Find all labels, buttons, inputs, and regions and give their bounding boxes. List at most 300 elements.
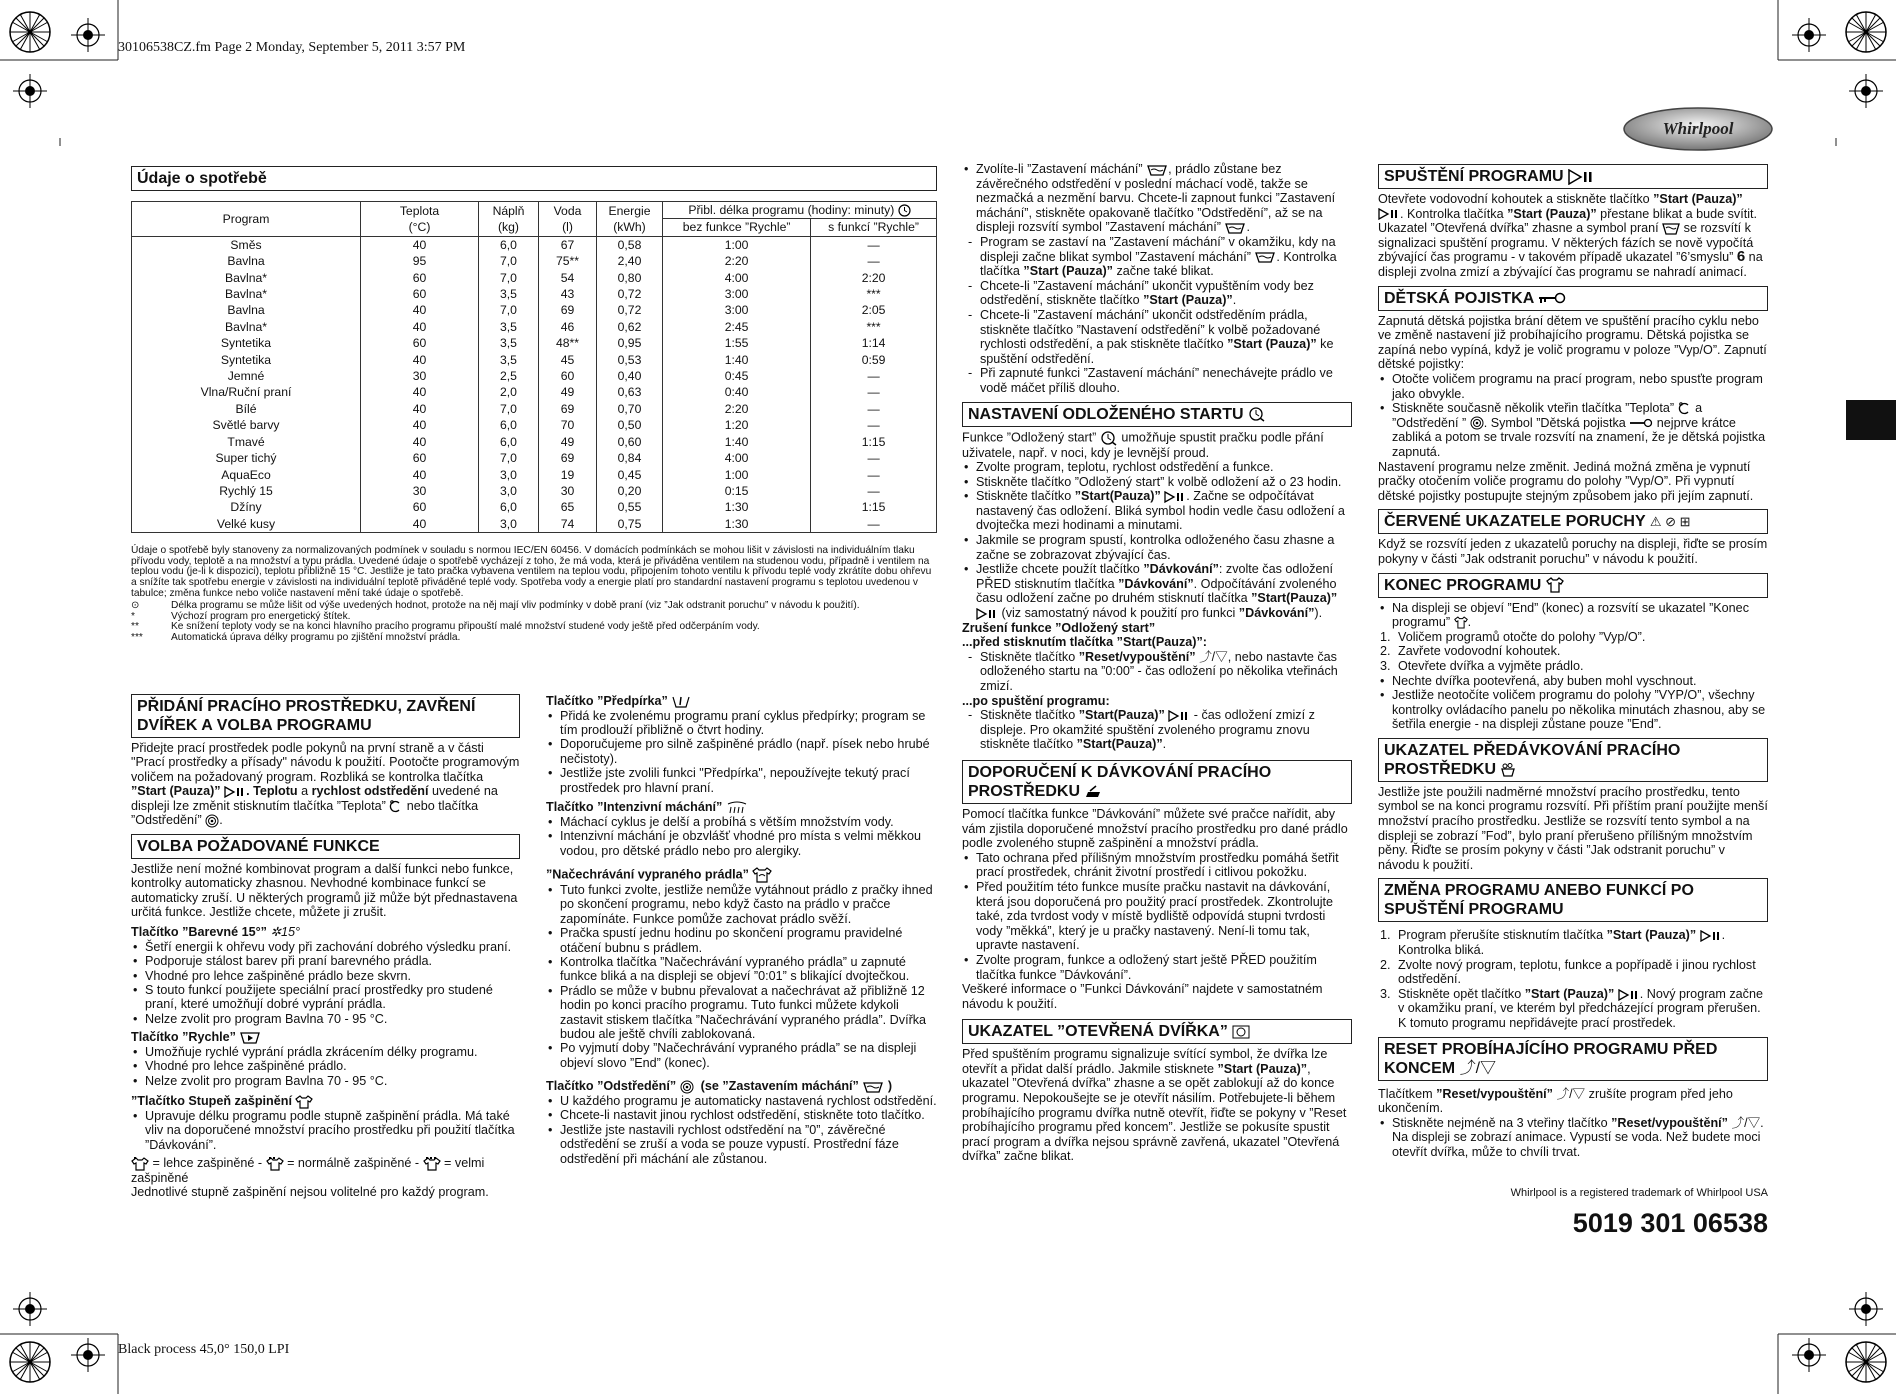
- otev-text: [962, 1047, 1352, 1164]
- zm-list: [1378, 928, 1768, 1030]
- zruseni-title: Zrušení funkce ”Odložený start”: [962, 620, 1156, 635]
- spec-table: [131, 201, 937, 533]
- konec-step-text: Voličem programů otočte do polohy ”Vyp/O”.: [1398, 629, 1646, 644]
- sunburst-mark-bottom-right: [1844, 1340, 1888, 1384]
- six-sense-icon: 6: [1736, 248, 1746, 266]
- odl-title: [962, 402, 1352, 427]
- po-c: - čas odložení zmizí z displeje. Pro okamžité spuštění zvoleného programu znovu stiskněte tlačítko: [980, 708, 1315, 752]
- spec-cell: 3,5: [479, 335, 539, 351]
- spec-cell: 49: [539, 434, 597, 450]
- spec-cell: 0,20: [597, 483, 663, 499]
- spec-cell: 70: [539, 417, 597, 433]
- spec-cell: 6,0: [479, 236, 539, 253]
- brand-logo: [1622, 104, 1774, 154]
- odl-i3-b: ”Start(Pauza)”: [1074, 489, 1161, 504]
- otev-c: , ukazatel ”Otevřená dvířka” zhasne a se opět zablokují až do konce programu. Nepokoušejte se je otevřít násilím. Potřebujete-li během probíhajícího programu dvířka nutně otevřít, řiďte se pokyny v ”Reset probíhajícího programu před koncem”. Jestliže se pokusíte spustit prací program a dvířka nejsou správně zavřená, ukazatel ”Otevřená dvířka” začne blikat.: [962, 1061, 1347, 1164]
- col2: [546, 694, 938, 1166]
- zm-item: [1378, 958, 1768, 987]
- odl-text-b: umožňuje spustit pračku podle přání uživatele, např. v noci, kdy je levnější proud.: [962, 429, 1324, 460]
- odl-i5-c: : zvolte čas odložení PŘED stisknutím tlačítka: [976, 562, 1334, 591]
- predpirka-title-text: Tlačítko ”Předpírka”: [546, 694, 668, 708]
- s1-title: PŘIDÁNÍ PRACÍHO PROSTŘEDKU, ZAVŘENÍ DVÍŘEK A VOLBA PROGRAMU: [131, 694, 520, 738]
- nacech-title: [546, 867, 938, 883]
- zastaveni-dash-list: [962, 235, 1352, 396]
- print-header: 30106538CZ.fm Page 2 Monday, September 5, 2011 3:57 PM: [118, 40, 466, 55]
- pred-c: , nebo nastavte čas odloženého startu na ”0:00” - čas odložení po několika vteřinách zmizí.: [980, 649, 1338, 693]
- spec-cell: 1:20: [663, 417, 811, 433]
- dav-item: • Před použitím této funkce musíte pračku nastavit na dávkování, která jsou doporučená pro použitý prací prostředek. Zkontrolujte také, zda tvrdost vody v místě bydliště odpovídá stupni tvrdosti vody ”měkká”, který je u pračky nastavený. Není-li tomu tak, upravte nastavení.: [962, 880, 1352, 953]
- spec-cell: —: [811, 384, 937, 400]
- pred-b: ”Reset/vypouštění”: [1078, 649, 1196, 664]
- spec-cell: 0,40: [597, 368, 663, 384]
- zast-c: .: [1246, 220, 1250, 235]
- nacech-title-text: ”Načechrávání vypraného prádla”: [546, 867, 749, 882]
- det-i2-a: Stiskněte současně několik vteřin tlačítka ”Teplota”: [1392, 401, 1678, 416]
- rinse-hold-icon-4: [1254, 251, 1276, 263]
- footnote-text: Ke snížení teploty vody se na konci hlavního pracího programu připouští malé množství studené vody ještě před odčerpáním vody.: [171, 621, 760, 633]
- konec-list-b: [1378, 674, 1768, 732]
- temperature-icon-2: [1678, 402, 1692, 415]
- odl-text: [962, 430, 1352, 461]
- spec-cell: ***: [811, 286, 937, 302]
- spec-cell: 40: [361, 319, 479, 335]
- footnote-text: Výchozí program pro energetický štítek.: [171, 610, 351, 622]
- det-i2-c: . Symbol ”Dětská pojistka: [1483, 415, 1630, 430]
- rychle-icon: [239, 1031, 261, 1045]
- registration-mark-top-left: [71, 18, 105, 52]
- key-icon: [1538, 292, 1566, 304]
- dav-last: Veškeré informace o ”Funkci Dávkování” najdete v samostatném návodu k použití.: [962, 982, 1323, 1011]
- konec-step-num: 2.: [1380, 644, 1391, 659]
- footnote: [131, 633, 937, 644]
- spec-cell: 4:00: [663, 450, 811, 466]
- odl-item: • Jakmile se program spustí, kontrolka odloženého času zhasne a začne se zobrazovat zbývající čas.: [962, 533, 1352, 562]
- spec-cell: 46: [539, 319, 597, 335]
- po-item: [962, 708, 1352, 752]
- start-pause-icon-7: [1700, 930, 1722, 942]
- sunburst-mark-top-left: [8, 10, 52, 54]
- spec-cell: 40: [361, 401, 479, 417]
- otev-a: Před spuštěním programu signalizuje svítící symbol, že dvířka lze otevřít a přidat další prádlo. Jakmile stisknete: [962, 1047, 1328, 1076]
- registration-mark-right: [1849, 74, 1883, 108]
- footnote-mark: ***: [131, 631, 143, 643]
- uk-title: [1378, 738, 1768, 782]
- konec-step: [1378, 644, 1768, 659]
- spec-cell-program: Syntetika: [132, 335, 361, 351]
- spec-cell-program: Rychlý 15: [132, 483, 361, 499]
- anti-crease-icon: [752, 867, 772, 883]
- res-text: [1378, 1087, 1768, 1116]
- sunburst-mark-top-right: [1844, 10, 1888, 54]
- s1-text-f: uvedené na displeji lze změnit stisknutím tlačítka ”Teplota”: [131, 784, 498, 813]
- zm-3b: ”Start (Pauza)”: [1524, 986, 1615, 1001]
- res-i-a: Stiskněte nejméně na 3 vteřiny tlačítko: [1392, 1115, 1612, 1130]
- spec-cell-program: Bavlna*: [132, 270, 361, 286]
- spec-cell-program: Džíny: [132, 499, 361, 515]
- spec-cell: 54: [539, 270, 597, 286]
- spec-cell: 0,62: [597, 319, 663, 335]
- konec-step-num: 1.: [1380, 629, 1391, 644]
- spec-cell: 0,58: [597, 236, 663, 253]
- spec-cell: 0,95: [597, 335, 663, 351]
- spec-cell: 0,45: [597, 467, 663, 483]
- spec-cell: 45: [539, 352, 597, 368]
- stupen-levels: [131, 1156, 520, 1185]
- spec-cell-program: Světlé barvy: [132, 417, 361, 433]
- spec-row: [132, 450, 937, 466]
- zm-item: [1378, 987, 1768, 1031]
- cerv-title-text: ČERVENÉ UKAZATELE PORUCHY: [1384, 513, 1646, 531]
- spec-cell: 2:20: [663, 253, 811, 269]
- intenzivni-title: [546, 800, 938, 815]
- spec-row: [132, 417, 937, 433]
- spec-cell: 60: [361, 286, 479, 302]
- odl-i5-b: ”Dávkování”: [1143, 562, 1219, 577]
- zastaveni-item: [962, 162, 1352, 235]
- spec-cell-program: Bavlna*: [132, 319, 361, 335]
- spec-cell: 43: [539, 286, 597, 302]
- det-i2-b: a ”Odstředění ”: [1392, 401, 1703, 430]
- res-item: [1378, 1116, 1768, 1160]
- zm-1b: ”Start (Pauza)”: [1606, 928, 1697, 943]
- odl-i5-d: ”Dávkování”: [1118, 576, 1194, 591]
- spec-cell: 1:30: [663, 516, 811, 533]
- spec-cell: 3,5: [479, 319, 539, 335]
- zast-d2-a: Chcete-li ”Zastavení máchání” ukončit vypuštěním vody bez odstředění, stiskněte tlačítko: [980, 278, 1314, 308]
- th-voda: Voda: [553, 203, 582, 218]
- nacech-item: • Pračka spustí jednu hodinu po skončení programu pravidelné otáčení bubnu s prádlem.: [546, 926, 938, 955]
- spec-row: [132, 253, 937, 269]
- intenzivni-title-text: Tlačítko ”Intenzivní máchání”: [546, 800, 723, 815]
- spec-cell: 0,75: [597, 516, 663, 533]
- predpirka-item: • Doporučujeme pro silně zašpiněné prádlo (např. písek nebo hrubé nečistoty).: [546, 737, 938, 766]
- cerv-title: [1378, 509, 1768, 534]
- th-energie-unit: (kWh): [613, 219, 646, 234]
- zast-d4: - Při zapnuté funkci ”Zastavení máchání” nenechávejte prádlo ve vodě máčet příliš dlouho.: [962, 366, 1352, 395]
- odst-item: • Chcete-li nastavit jinou rychlost odstředění, stiskněte toto tlačítko.: [546, 1108, 938, 1122]
- konec-list: [1378, 630, 1768, 674]
- nacech-item: • Kontrolka tlačítka ”Načechrávání vypraného prádla” u zapnuté funkce bliká a na displeji se objeví ”0:01” s blikající dvojtečkou.: [546, 955, 938, 984]
- start-g: na displeji zvolna zmizí a zbývající čas programu se nahradí animací.: [1378, 250, 1763, 279]
- shirt-light-icon: [131, 1157, 149, 1171]
- spec-cell: 48**: [539, 335, 597, 351]
- rinse-hold-icon: [862, 1081, 884, 1093]
- odl-i3-a: Stiskněte tlačítko: [976, 489, 1075, 504]
- stupen-level-b: = normálně zašpiněné -: [283, 1155, 423, 1170]
- spec-cell: 0,53: [597, 352, 663, 368]
- dav-item: • Tato ochrana před přílišným množstvím prostředku pomáhá šetřit prací prostředek, chránit životní prostředí i citlivou pokožku.: [962, 851, 1352, 880]
- start-pause-icon-4: [1168, 710, 1190, 722]
- zm-item: [1378, 928, 1768, 957]
- stupen-level-a: = lehce zašpiněné -: [149, 1155, 266, 1170]
- spec-cell: 6,0: [479, 417, 539, 433]
- spec-cell: 19: [539, 467, 597, 483]
- spec-cell: —: [811, 417, 937, 433]
- intenzivni-item: • Máchací cyklus je delší a probíhá s větším množstvím vody.: [546, 815, 938, 829]
- nacech-item: • Po vyjmutí doby ”Načechrávání vypraného prádla” se na displeji objeví slovo ”End” (konec).: [546, 1041, 938, 1070]
- konec-item: [1378, 601, 1768, 630]
- spec-row: [132, 467, 937, 483]
- spec-cell: 95: [361, 253, 479, 269]
- zast-a: Zvolíte-li ”Zastavení máchání”: [976, 162, 1147, 176]
- start-text: [1378, 192, 1768, 280]
- zastaveni-list: [962, 162, 1352, 235]
- spec-cell: 2:20: [663, 401, 811, 417]
- spec-cell: 1:00: [663, 467, 811, 483]
- th-voda-unit: (l): [562, 219, 573, 234]
- spec-cell: 2:45: [663, 319, 811, 335]
- odl-i5-f: ”Start(Pauza)”: [1251, 591, 1338, 606]
- sunburst-mark-bottom-left: [8, 1340, 52, 1384]
- registration-mark-left: [13, 74, 47, 108]
- odst-title-a: Tlačítko ”Odstředění”: [546, 1079, 677, 1094]
- zm-num: 3.: [1380, 986, 1391, 1001]
- konec-step-text: Otevřete dvířka a vyjměte prádlo.: [1398, 658, 1584, 673]
- reset-drain-icon-4: ⤴/▽: [1731, 1115, 1761, 1130]
- start-title-text: SPUŠTĚNÍ PROGRAMU: [1384, 168, 1564, 185]
- spec-cell: 60: [539, 368, 597, 384]
- start-f: se rozsvítí k signalizaci spuštění programu. V některých fázích se nově vypočítá zbývající čas programu - v takovém případě ukazatel ”6’smyslu”: [1378, 221, 1754, 265]
- footnote-text: Automatická úprava délky programu po zjištění množství prádla.: [171, 631, 461, 643]
- s1-text-d: a: [297, 784, 312, 799]
- registration-mark-left-bottom: [13, 1292, 47, 1326]
- det-item: [1378, 401, 1768, 459]
- spec-row: [132, 236, 937, 253]
- fault-icons: ⚠ ⊘ ⊞: [1649, 514, 1691, 530]
- spec-cell: 0,80: [597, 270, 663, 286]
- barevne-title: [131, 925, 520, 939]
- res-a: Tlačítkem: [1378, 1086, 1437, 1101]
- barevne-list: [131, 940, 520, 1026]
- spec-cell: 49: [539, 384, 597, 400]
- pred-list: [962, 650, 1352, 694]
- res-c: zrušíte program před jeho ukončením.: [1378, 1086, 1733, 1116]
- spec-cell: 7,0: [479, 450, 539, 466]
- s1-text-h: .: [219, 813, 223, 828]
- s1-text-g: nebo tlačítka ”Odstředění”: [131, 798, 479, 828]
- spec-cell: 7,0: [479, 302, 539, 318]
- spec-footnotes: [131, 601, 937, 643]
- shirt-normal-icon: [266, 1157, 284, 1171]
- intenzivni-list: [546, 815, 938, 858]
- spec-cell: 1:15: [811, 499, 937, 515]
- th-s: s funkcí ”Rychle”: [828, 220, 919, 235]
- dav-list: [962, 851, 1352, 982]
- po-list: [962, 708, 1352, 752]
- spec-cell: 2:05: [811, 302, 937, 318]
- spec-row: [132, 319, 937, 335]
- print-footer: Black process 45,0° 150,0 LPI: [118, 1342, 290, 1357]
- res-title-text: RESET PROBÍHAJÍCÍHO PROGRAMU PŘED KONCEM: [1384, 1040, 1718, 1077]
- start-b: ”Start (Pauza)”: [1653, 192, 1743, 206]
- spec-cell-program: Bavlna: [132, 302, 361, 318]
- po-e: .: [1162, 737, 1167, 752]
- start-pause-icon-6: [1378, 208, 1400, 220]
- zm-2: Zvolte nový program, teplotu, funkce a popřípadě i jinou rychlost odstředění.: [1398, 957, 1756, 987]
- door-open-icon: [1232, 1025, 1250, 1039]
- page-side-tab: [1846, 400, 1896, 440]
- otev-b: ”Start (Pauza)”: [1217, 1061, 1308, 1076]
- zm-title: ZMĚNA PROGRAMU ANEBO FUNKCÍ PO SPUŠTĚNÍ PROGRAMU: [1378, 878, 1768, 922]
- barevne-item: • S touto funkcí použijete speciální prací prostředky pro studené praní, které umožňují dobré vyprání prádla.: [131, 983, 520, 1012]
- odst-list: [546, 1094, 938, 1166]
- spec-row: [132, 483, 937, 499]
- cerv-text: Když se rozsvítí jeden z ukazatelů poruchy na displeji, řiďte se prosím pokyny v části ”Jak odstranit poruchu” v návodu k použití.: [1378, 537, 1768, 566]
- spec-title: Údaje o spotřebě: [131, 166, 937, 191]
- stupen-title: [131, 1094, 520, 1109]
- spec-cell-program: Bavlna: [132, 253, 361, 269]
- stupen-last: Jednotlivé stupně zašpinění nejsou volitelné pro každý program.: [131, 1185, 489, 1200]
- spec-cell: 3,5: [479, 352, 539, 368]
- zast-d2-c: .: [1232, 293, 1237, 308]
- spec-cell-program: Bílé: [132, 401, 361, 417]
- konec-list-a: [1378, 601, 1768, 630]
- odl-item: [962, 562, 1352, 620]
- konec-step: [1378, 630, 1768, 645]
- reset-drain-icon-2: ⤴/▽: [1459, 1059, 1497, 1077]
- odl-i5-e: . Odpočítávání zvoleného času odložení začne po druhém stisknutí tlačítka: [976, 576, 1337, 606]
- res-list: [1378, 1116, 1768, 1160]
- spec-row: [132, 286, 937, 302]
- spin-icon-3: [1470, 416, 1484, 430]
- res-title: [1378, 1037, 1768, 1081]
- s1-text-c: . Teplotu: [246, 784, 298, 799]
- registration-mark-bottom-right: [1792, 1338, 1826, 1372]
- spec-cell: —: [811, 516, 937, 533]
- spec-cell: 74: [539, 516, 597, 533]
- spec-cell: 67: [539, 236, 597, 253]
- res-b: ”Reset/vypouštění”: [1436, 1086, 1553, 1101]
- s2-title: VOLBA POŽADOVANÉ FUNKCE: [131, 834, 520, 859]
- spec-cell-program: Jemné: [132, 368, 361, 384]
- konec-title-text: KONEC PROGRAMU: [1384, 576, 1542, 594]
- col3: [962, 162, 1352, 1164]
- barevne-item: • Vhodné pro lehce zašpiněné prádlo beze skvrn.: [131, 969, 520, 983]
- spec-cell: 69: [539, 450, 597, 466]
- footnote-mark: *: [131, 610, 135, 622]
- spec-cell: 69: [539, 302, 597, 318]
- odst-title-c: ): [887, 1079, 893, 1094]
- spec-cell: —: [811, 450, 937, 466]
- spec-cell: 0,70: [597, 401, 663, 417]
- intensive-rinse-icon: [726, 801, 748, 815]
- spec-cell: 2:20: [811, 270, 937, 286]
- spec-cell: 6,0: [479, 434, 539, 450]
- konec-step: [1378, 659, 1768, 674]
- det-i2-d: nejprve krátce zabliká a potom se trvale rozsvítí na znamení, že je dětská pojistka zapnutá.: [1392, 415, 1766, 459]
- zast-d3: [962, 308, 1352, 366]
- barevne-15-icon: ✲15°: [270, 925, 301, 940]
- otev-title-text: UKAZATEL ”OTEVŘENÁ DVÍŘKA”: [968, 1023, 1228, 1041]
- rychle-title-text: Tlačítko ”Rychle”: [131, 1030, 236, 1045]
- spec-cell: 40: [361, 434, 479, 450]
- spec-cell: —: [811, 236, 937, 253]
- spec-cell: 30: [361, 483, 479, 499]
- otev-title: [962, 1019, 1352, 1044]
- dav-item: • Zvolte program, funkce a odložený start ještě PŘED použitím tlačítka funkce ”Dávkování”.: [962, 953, 1352, 982]
- spec-cell: 4:00: [663, 270, 811, 286]
- barevne-title-text: Tlačítko ”Barevné 15°”: [131, 925, 267, 940]
- det-item: • Otočte voličem programu na prací program, nebo spusťte program jako obvykle.: [1378, 372, 1768, 401]
- zast-d2: [962, 279, 1352, 308]
- odl-item: • Stiskněte tlačítko ”Odložený start” k volbě odložení až o 23 hodin.: [962, 475, 1352, 490]
- overdose-icon: [1500, 763, 1516, 777]
- dav-title: [962, 760, 1352, 804]
- zast-d3-a: Chcete-li ”Zastavení máchání” ukončit odstředěním prádla, stiskněte tlačítko ”Nastavení odstředění” k volbě požadované rychlosti odstředění, a pak stiskněte tlačítko: [980, 307, 1321, 352]
- odl-i5-i: ).: [1314, 606, 1323, 621]
- stupen-title-text: ”Tlačítko Stupeň zašpinění: [131, 1094, 292, 1109]
- spec-cell: 1:00: [663, 236, 811, 253]
- spec-cell: 0:40: [663, 384, 811, 400]
- spec-cell: 0,63: [597, 384, 663, 400]
- spec-cell: 0,50: [597, 417, 663, 433]
- footnote-mark: ⊙: [131, 600, 140, 612]
- spec-cell: 40: [361, 467, 479, 483]
- spec-cell: 3,0: [479, 483, 539, 499]
- spec-cell: 0:15: [663, 483, 811, 499]
- spec-cell: ***: [811, 319, 937, 335]
- intenzivni-item: • Intenzivní máchání je obzvlášť vhodné pro místa s velmi měkkou vodou, pro dětské prádlo nebo pro alergiky.: [546, 829, 938, 858]
- zm-3a: Stiskněte opět tlačítko: [1398, 986, 1525, 1001]
- pred-item: [962, 650, 1352, 694]
- spec-cell-program: Vlna/Ruční praní: [132, 384, 361, 400]
- spec-row: [132, 270, 937, 286]
- s1-text-e: rychlost odstředění: [311, 784, 429, 799]
- rychle-title: [131, 1030, 520, 1045]
- det-title: [1378, 286, 1768, 311]
- spec-cell: 40: [361, 516, 479, 533]
- zm-1a: Program přerušíte stisknutím tlačítka: [1398, 928, 1607, 943]
- spec-cell: 3,0: [479, 516, 539, 533]
- th-naplh: Náplň: [492, 203, 525, 218]
- spec-cell: 1:15: [811, 434, 937, 450]
- po-a: Stiskněte tlačítko: [980, 708, 1079, 723]
- start-pause-icon-2: [1164, 491, 1186, 503]
- konec-b1-end: .: [1467, 615, 1472, 630]
- spec-cell: 7,0: [479, 401, 539, 417]
- zast-d1-b: . Kontrolka tlačítka: [980, 249, 1337, 279]
- res-i-b: ”Reset/vypouštění”: [1611, 1115, 1728, 1130]
- spec-cell-program: Velké kusy: [132, 516, 361, 533]
- spec-cell: —: [811, 483, 937, 499]
- th-naplh-unit: (kg): [498, 219, 519, 234]
- zast-d1-d: začne také blikat.: [1112, 264, 1214, 279]
- nacech-item: • Tuto funkci zvolte, jestliže nemůže vytáhnout prádlo z pračky ihned po skončení programu, nebo když často na prádlo v pračce zapomínáte. Funkce pomůže zachovat prádlo svěží.: [546, 883, 938, 926]
- spec-row: [132, 384, 937, 400]
- spec-cell-program: Bavlna*: [132, 286, 361, 302]
- zast-d1-a: Program se zastaví na ”Zastavení máchání” v okamžiku, kdy na displeji začne blikat symbol ”Zastavení máchání”: [980, 234, 1336, 264]
- zm-1c: . Kontrolka bliká.: [1398, 928, 1726, 958]
- rinse-hold-icon-3: [1224, 222, 1246, 234]
- spec-cell: 0,84: [597, 450, 663, 466]
- det-text: Zapnutá dětská pojistka brání dětem ve spuštění pracího cyklu nebo ve změně nastavení již probíhajícího programu. Dětská pojistka se zapíná nebo vypíná, když je volič programu v poloze ”Vyp/O”. Zapnutí dětské pojistky:: [1378, 313, 1767, 372]
- spec-cell: 3,5: [479, 286, 539, 302]
- zast-d1: [962, 235, 1352, 279]
- zast-d3-b: ”Start (Pauza)”: [1227, 337, 1317, 352]
- stupen-list: [131, 1109, 520, 1152]
- prewash-icon: [671, 695, 691, 709]
- spec-cell: 6,0: [479, 499, 539, 515]
- end-program-icon: [1546, 577, 1564, 593]
- spec-cell: 40: [361, 352, 479, 368]
- spec-cell: 1:40: [663, 352, 811, 368]
- nacech-item: • Prádlo se může v bubnu převalovat a načechrávat až přibližně 12 hodin po konci pracího programu. Tuto funkci můžete kdykoli zastavit stiskem tlačítka ”Načechrávání vypraného prádla”. Dvířka budou ale ještě chvíli zablokovaná.: [546, 984, 938, 1042]
- spec-row: [132, 401, 937, 417]
- uk-text: Jestliže jste použili nadměrné množství pracího prostředku, tento symbol se na konci programu rozsvítí. Při příštím praní použijte menší množství pracího prostředku. Jestliže se rozsvítí tento symbol a na displeji se zobrazí ”Fod”, bylo praní přerušeno přílišným množstvím pěny. Řiďte se prosím pokyny v části ”Jak odstranit poruchu” v návodu k použití.: [1378, 784, 1768, 872]
- barevne-item: • Podporuje stálost barev při praní barevného prádla.: [131, 954, 520, 968]
- res-i-c: . Na displeji se zobrazí animace. Vypustí se voda. Než budete moci otevřít dvířka, může to chvíli trvat.: [1392, 1115, 1764, 1159]
- start-title: [1378, 164, 1768, 189]
